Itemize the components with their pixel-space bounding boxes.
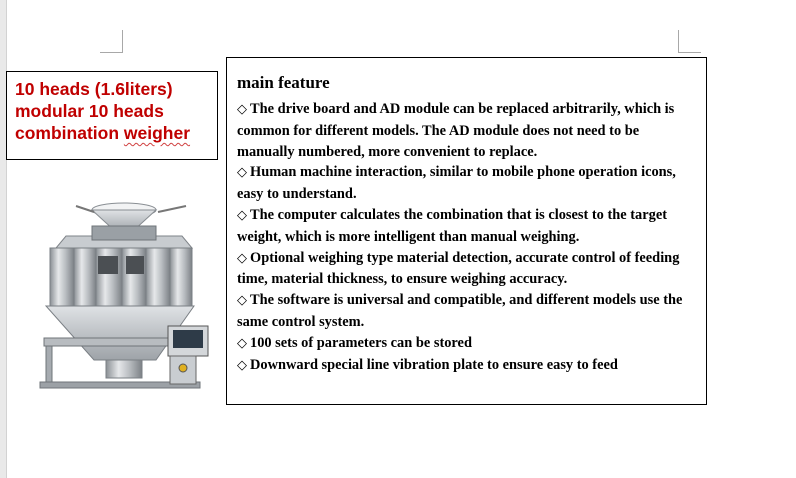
feature-heading: main feature bbox=[237, 73, 330, 92]
feature-item-7-text: Downward special line vibration plate to ensure easy to feed bbox=[250, 356, 618, 373]
diamond-outline-icon: ◇ bbox=[237, 165, 247, 181]
combination-weigher-image bbox=[36, 188, 216, 400]
title-line-3-text: combination bbox=[15, 123, 124, 143]
title-line-2: modular 10 heads bbox=[15, 101, 164, 121]
diamond-outline-icon: ◇ bbox=[237, 207, 247, 223]
feature-item-2-text: Human machine interaction, similar to mobile phone operation icons, easy to understand. bbox=[237, 164, 676, 203]
feature-item-7 bbox=[237, 355, 700, 377]
feature-item-6-text: 100 sets of parameters can be stored bbox=[250, 334, 472, 351]
feature-item-4-text: Optional weighing type material detection, accurate control of feeding time, material thickness, to ensure weighing accuracy. bbox=[237, 249, 680, 288]
product-title-box bbox=[6, 71, 218, 160]
title-line-3 bbox=[15, 122, 217, 144]
feature-item-5 bbox=[237, 290, 700, 333]
crop-mark-top-left bbox=[100, 30, 123, 53]
crop-mark-top-right bbox=[678, 30, 701, 53]
feature-item-4 bbox=[237, 248, 700, 291]
diamond-outline-icon: ◇ bbox=[237, 250, 247, 266]
title-line-1: 10 heads (1.6liters) bbox=[15, 79, 173, 99]
feature-item-3 bbox=[237, 205, 700, 248]
feature-item-5-text: The software is universal and compatible, and different models use the same control system. bbox=[237, 292, 683, 330]
feature-item-6 bbox=[237, 333, 700, 355]
diamond-outline-icon: ◇ bbox=[237, 357, 247, 373]
feature-item-2 bbox=[237, 162, 700, 205]
feature-item-1-text: The drive board and AD module can be replaced arbitrarily, which is common for different models. The AD module does not need to be manually numbered, more convenient to replace. bbox=[237, 101, 675, 160]
diamond-outline-icon: ◇ bbox=[237, 335, 247, 351]
feature-item-1 bbox=[237, 99, 700, 162]
diamond-outline-icon: ◇ bbox=[237, 102, 247, 117]
title-underlined-word: weigher bbox=[123, 123, 191, 143]
diamond-outline-icon: ◇ bbox=[237, 293, 247, 309]
main-feature-box bbox=[226, 57, 707, 405]
feature-item-3-text: The computer calculates the combination that is closest to the target weight, which is more intelligent than manual weighing. bbox=[237, 206, 667, 245]
